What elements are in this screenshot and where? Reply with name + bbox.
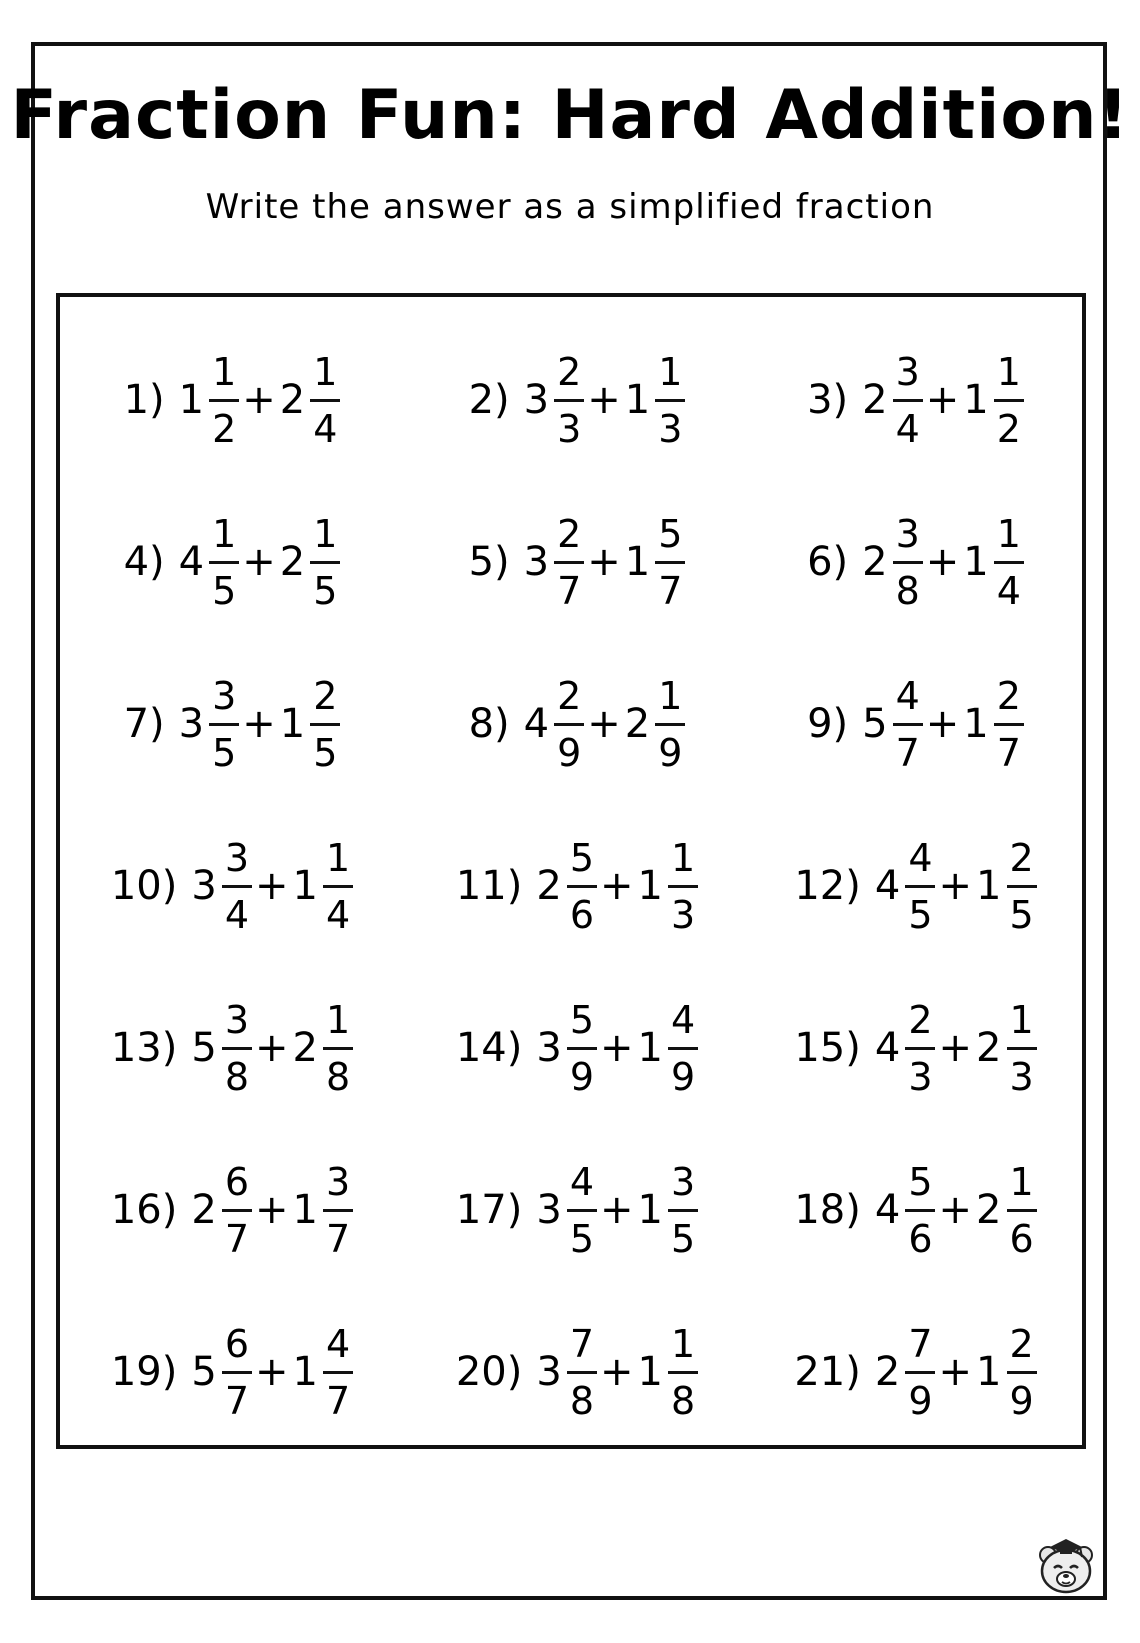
fraction — [309, 673, 341, 775]
whole-number: 2 — [292, 1025, 318, 1071]
denominator: 3 — [670, 892, 696, 937]
whole-number: 4 — [178, 539, 205, 585]
fraction — [221, 997, 253, 1099]
graduate-bear-logo-icon — [1034, 1533, 1098, 1597]
fraction — [322, 835, 354, 937]
numerator: 1 — [212, 349, 237, 394]
whole-number: 2 — [862, 377, 888, 423]
denominator: 5 — [313, 730, 338, 775]
numerator: 1 — [670, 1321, 696, 1366]
numerator: 3 — [895, 511, 920, 556]
plus-sign: + — [938, 1187, 973, 1233]
problem-number: 18) — [794, 1187, 861, 1233]
denominator: 4 — [224, 892, 249, 937]
denominator: 7 — [224, 1216, 249, 1261]
plus-sign: + — [242, 377, 276, 423]
fraction — [1005, 1159, 1037, 1261]
plus-sign: + — [600, 863, 634, 909]
whole-number: 1 — [976, 863, 1002, 909]
whole-number: 2 — [976, 1025, 1002, 1071]
problem-box — [56, 293, 1086, 1449]
problem-number: 8) — [468, 701, 510, 747]
numerator: 2 — [996, 673, 1021, 718]
problem-item — [750, 1129, 1082, 1291]
fraction — [553, 673, 585, 775]
denominator: 8 — [569, 1378, 594, 1423]
denominator: 3 — [557, 406, 582, 451]
fraction — [654, 673, 686, 775]
numerator: 4 — [569, 1159, 594, 1204]
whole-number: 2 — [536, 863, 562, 909]
denominator: 6 — [1009, 1216, 1034, 1261]
problem-number: 7) — [123, 701, 165, 747]
worksheet-title: Fraction Fun: Hard Addition! — [10, 76, 1130, 155]
plus-sign: + — [255, 1349, 289, 1395]
problem-item — [405, 967, 750, 1129]
numerator: 3 — [670, 1159, 696, 1204]
fraction — [322, 997, 354, 1099]
denominator: 5 — [670, 1216, 696, 1261]
numerator: 4 — [908, 835, 933, 880]
plus-sign: + — [925, 539, 960, 585]
plus-sign: + — [600, 1349, 634, 1395]
whole-number: 2 — [191, 1187, 217, 1233]
fraction — [221, 1321, 253, 1423]
numerator: 2 — [557, 511, 582, 556]
problem-item — [750, 967, 1082, 1129]
denominator: 3 — [1009, 1054, 1034, 1099]
whole-number: 3 — [523, 377, 550, 423]
plus-sign: + — [587, 701, 621, 747]
fraction — [566, 835, 598, 937]
fraction — [322, 1159, 354, 1261]
fraction — [208, 511, 240, 613]
denominator: 8 — [670, 1378, 696, 1423]
whole-number: 2 — [862, 539, 888, 585]
whole-number: 4 — [874, 863, 901, 909]
problem-item — [405, 805, 750, 967]
fraction — [993, 511, 1025, 613]
problem-number: 2) — [468, 377, 510, 423]
plus-sign: + — [938, 1025, 973, 1071]
whole-number: 2 — [976, 1187, 1002, 1233]
fraction — [892, 673, 924, 775]
fraction — [904, 835, 936, 937]
whole-number: 1 — [637, 1187, 663, 1233]
denominator: 7 — [224, 1378, 249, 1423]
denominator: 8 — [895, 568, 920, 613]
numerator: 2 — [1009, 835, 1034, 880]
whole-number: 1 — [624, 539, 651, 585]
worksheet-instruction: Write the answer as a simplified fraction — [205, 187, 935, 227]
fraction — [553, 511, 585, 613]
whole-number: 4 — [874, 1187, 901, 1233]
whole-number: 1 — [178, 377, 205, 423]
numerator: 1 — [670, 835, 696, 880]
whole-number: 1 — [637, 1349, 663, 1395]
problem-item — [750, 805, 1082, 967]
whole-number: 2 — [624, 701, 651, 747]
plus-sign: + — [925, 377, 960, 423]
numerator: 2 — [557, 349, 582, 394]
problem-number: 12) — [794, 863, 861, 909]
fraction — [904, 1159, 936, 1261]
plus-sign: + — [938, 863, 973, 909]
whole-number: 1 — [976, 1349, 1002, 1395]
numerator: 3 — [212, 673, 237, 718]
fraction — [221, 1159, 253, 1261]
denominator: 7 — [325, 1216, 351, 1261]
denominator: 2 — [996, 406, 1021, 451]
whole-number: 3 — [536, 1349, 562, 1395]
problem-number: 21) — [794, 1349, 861, 1395]
numerator: 6 — [224, 1159, 249, 1204]
whole-number: 5 — [191, 1349, 217, 1395]
denominator: 9 — [557, 730, 582, 775]
numerator: 1 — [325, 997, 351, 1042]
whole-number: 1 — [279, 701, 306, 747]
problem-number: 4) — [123, 539, 165, 585]
whole-number: 2 — [279, 539, 306, 585]
denominator: 5 — [313, 568, 338, 613]
problem-number: 3) — [807, 377, 849, 423]
fraction — [221, 835, 253, 937]
numerator: 1 — [996, 511, 1021, 556]
fraction — [667, 1159, 699, 1261]
numerator: 2 — [557, 673, 582, 718]
problem-item — [60, 967, 405, 1129]
numerator: 1 — [313, 349, 338, 394]
plus-sign: + — [255, 863, 289, 909]
fraction — [667, 997, 699, 1099]
fraction — [892, 349, 924, 451]
numerator: 1 — [1009, 1159, 1034, 1204]
denominator: 5 — [908, 892, 933, 937]
fraction — [654, 511, 686, 613]
numerator: 7 — [908, 1321, 933, 1366]
fraction — [904, 1321, 936, 1423]
fraction — [1005, 997, 1037, 1099]
denominator: 3 — [658, 406, 683, 451]
whole-number: 1 — [963, 539, 989, 585]
fraction — [993, 349, 1025, 451]
numerator: 2 — [313, 673, 338, 718]
plus-sign: + — [255, 1025, 289, 1071]
fraction — [208, 349, 240, 451]
numerator: 3 — [325, 1159, 351, 1204]
numerator: 1 — [996, 349, 1021, 394]
whole-number: 3 — [536, 1187, 562, 1233]
problem-number: 6) — [807, 539, 849, 585]
problem-item — [60, 643, 405, 805]
fraction — [566, 997, 598, 1099]
problem-number: 11) — [455, 863, 523, 909]
denominator: 4 — [996, 568, 1021, 613]
denominator: 4 — [325, 892, 351, 937]
problem-item — [750, 319, 1082, 481]
fraction — [993, 673, 1025, 775]
whole-number: 5 — [191, 1025, 217, 1071]
denominator: 6 — [908, 1216, 933, 1261]
plus-sign: + — [587, 539, 621, 585]
problem-number: 14) — [455, 1025, 523, 1071]
numerator: 1 — [658, 349, 683, 394]
fraction — [566, 1321, 598, 1423]
whole-number: 3 — [178, 701, 205, 747]
denominator: 5 — [569, 1216, 594, 1261]
denominator: 5 — [212, 568, 237, 613]
whole-number: 1 — [637, 1025, 663, 1071]
numerator: 4 — [325, 1321, 351, 1366]
denominator: 7 — [557, 568, 582, 613]
denominator: 6 — [569, 892, 594, 937]
numerator: 3 — [224, 997, 249, 1042]
problem-item — [750, 481, 1082, 643]
denominator: 9 — [670, 1054, 696, 1099]
problem-number: 19) — [110, 1349, 178, 1395]
denominator: 9 — [1009, 1378, 1034, 1423]
numerator: 1 — [212, 511, 237, 556]
problem-number: 16) — [110, 1187, 178, 1233]
problem-item — [60, 805, 405, 967]
fraction — [208, 673, 240, 775]
fraction — [553, 349, 585, 451]
plus-sign: + — [242, 539, 276, 585]
denominator: 5 — [212, 730, 237, 775]
whole-number: 3 — [191, 863, 217, 909]
plus-sign: + — [600, 1025, 634, 1071]
whole-number: 2 — [279, 377, 306, 423]
numerator: 5 — [658, 511, 683, 556]
problem-number: 5) — [468, 539, 510, 585]
numerator: 3 — [895, 349, 920, 394]
fraction — [892, 511, 924, 613]
fraction — [309, 349, 341, 451]
numerator: 7 — [569, 1321, 594, 1366]
denominator: 3 — [908, 1054, 933, 1099]
numerator: 5 — [569, 997, 594, 1042]
whole-number: 1 — [637, 863, 663, 909]
whole-number: 1 — [624, 377, 651, 423]
numerator: 4 — [670, 997, 696, 1042]
denominator: 9 — [658, 730, 683, 775]
numerator: 3 — [224, 835, 249, 880]
denominator: 4 — [313, 406, 338, 451]
fraction — [904, 997, 936, 1099]
denominator: 2 — [212, 406, 237, 451]
numerator: 1 — [325, 835, 351, 880]
problem-item — [750, 1291, 1082, 1453]
whole-number: 5 — [862, 701, 888, 747]
fraction — [654, 349, 686, 451]
problem-item — [405, 1291, 750, 1453]
fraction — [1005, 1321, 1037, 1423]
problem-grid — [60, 319, 1082, 1453]
plus-sign: + — [938, 1349, 973, 1395]
problem-item — [405, 1129, 750, 1291]
problem-item — [60, 1291, 405, 1453]
numerator: 5 — [908, 1159, 933, 1204]
problem-item — [60, 319, 405, 481]
fraction — [322, 1321, 354, 1423]
numerator: 6 — [224, 1321, 249, 1366]
problem-number: 15) — [794, 1025, 861, 1071]
problem-item — [405, 481, 750, 643]
whole-number: 3 — [536, 1025, 562, 1071]
whole-number: 4 — [874, 1025, 901, 1071]
whole-number: 2 — [874, 1349, 901, 1395]
denominator: 9 — [908, 1378, 933, 1423]
numerator: 5 — [569, 835, 594, 880]
problem-number: 10) — [110, 863, 178, 909]
fraction — [1005, 835, 1037, 937]
whole-number: 1 — [292, 1187, 318, 1233]
denominator: 7 — [658, 568, 683, 613]
problem-number: 17) — [455, 1187, 523, 1233]
numerator: 4 — [895, 673, 920, 718]
numerator: 2 — [908, 997, 933, 1042]
problem-item — [405, 319, 750, 481]
problem-number: 1) — [123, 377, 165, 423]
whole-number: 1 — [292, 1349, 318, 1395]
problem-number: 9) — [807, 701, 849, 747]
problem-item — [60, 1129, 405, 1291]
fraction — [566, 1159, 598, 1261]
problem-number: 20) — [455, 1349, 523, 1395]
plus-sign: + — [600, 1187, 634, 1233]
fraction — [309, 511, 341, 613]
numerator: 1 — [658, 673, 683, 718]
fraction — [667, 835, 699, 937]
numerator: 1 — [1009, 997, 1034, 1042]
denominator: 8 — [224, 1054, 249, 1099]
whole-number: 3 — [523, 539, 550, 585]
whole-number: 1 — [963, 701, 989, 747]
denominator: 7 — [895, 730, 920, 775]
plus-sign: + — [925, 701, 960, 747]
whole-number: 1 — [963, 377, 989, 423]
numerator: 1 — [313, 511, 338, 556]
whole-number: 1 — [292, 863, 318, 909]
numerator: 2 — [1009, 1321, 1034, 1366]
denominator: 7 — [325, 1378, 351, 1423]
plus-sign: + — [587, 377, 621, 423]
problem-item — [750, 643, 1082, 805]
problem-item — [60, 481, 405, 643]
denominator: 4 — [895, 406, 920, 451]
denominator: 8 — [325, 1054, 351, 1099]
denominator: 7 — [996, 730, 1021, 775]
problem-item — [405, 643, 750, 805]
problem-number: 13) — [110, 1025, 178, 1071]
fraction — [667, 1321, 699, 1423]
whole-number: 4 — [523, 701, 550, 747]
denominator: 9 — [569, 1054, 594, 1099]
plus-sign: + — [255, 1187, 289, 1233]
plus-sign: + — [242, 701, 276, 747]
denominator: 5 — [1009, 892, 1034, 937]
